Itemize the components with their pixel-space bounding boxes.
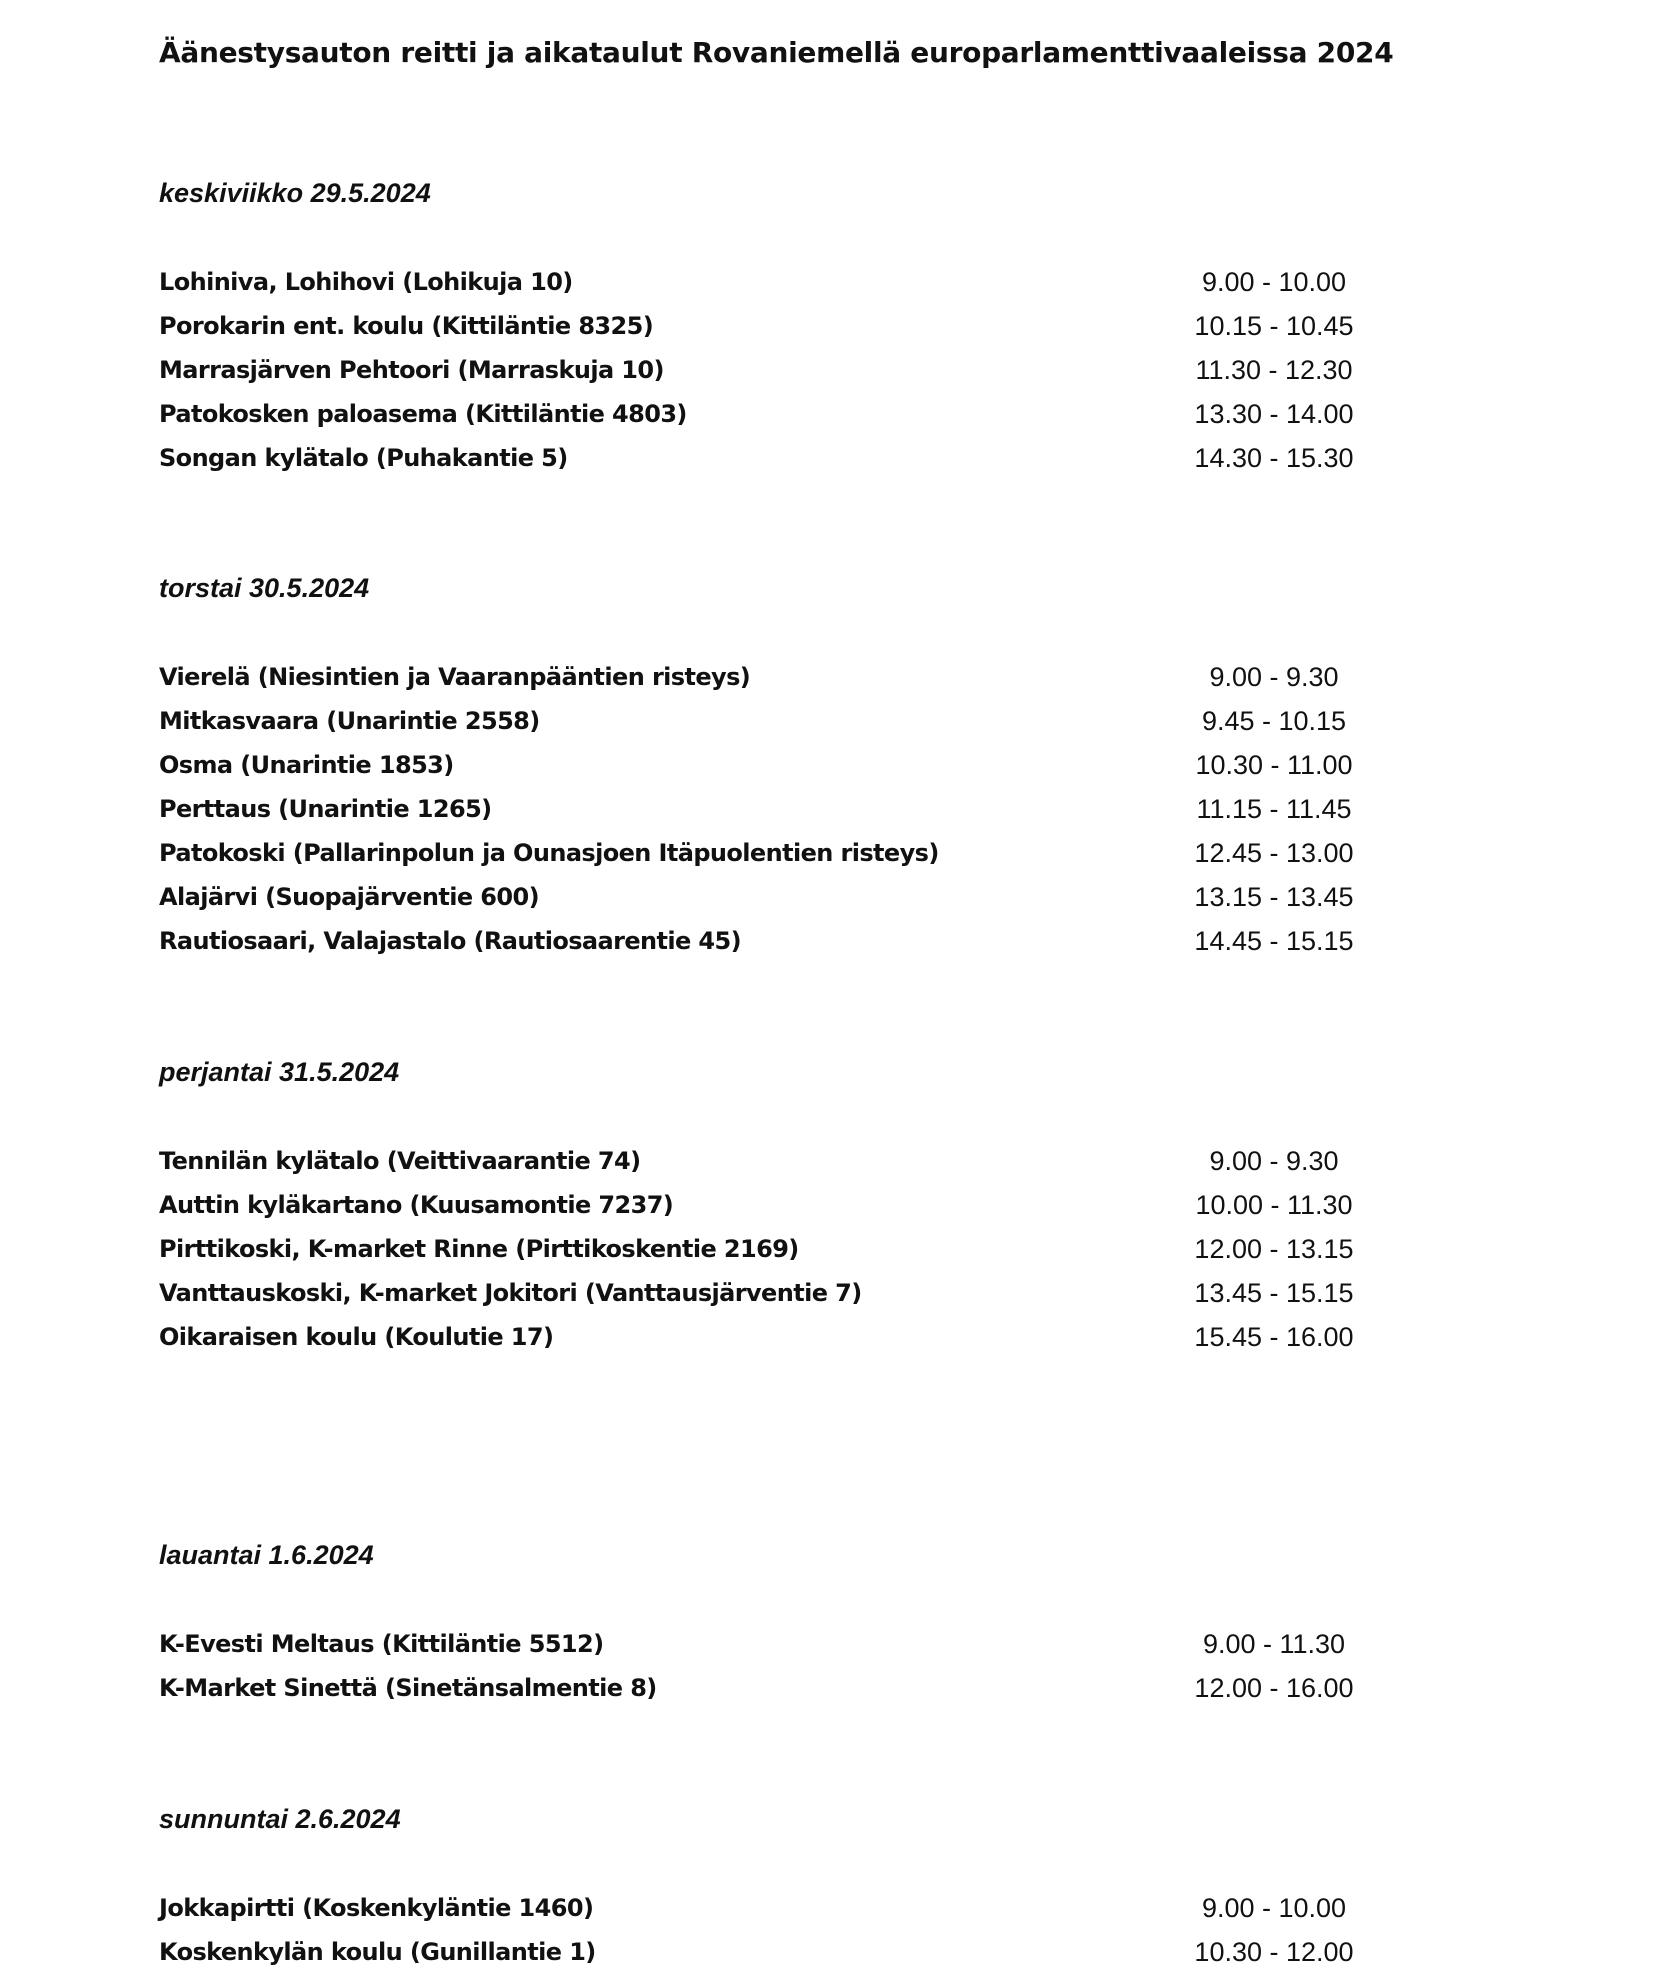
day-section-sunday bbox=[159, 1799, 1359, 1974]
stop-location: Mitkasvaara (Unarintie 2558) bbox=[159, 707, 540, 735]
stop-location: Patokosken paloasema (Kittiläntie 4803) bbox=[159, 400, 687, 428]
day-section-thursday bbox=[159, 568, 1359, 963]
stop-location: K-Market Sinettä (Sinetänsalmentie 8) bbox=[159, 1674, 657, 1702]
stop-row bbox=[159, 1139, 1359, 1183]
stop-list bbox=[159, 655, 1359, 963]
day-heading: lauantai 1.6.2024 bbox=[159, 1540, 374, 1570]
stop-location: Vierelä (Niesintien ja Vaaranpääntien risteys) bbox=[159, 663, 751, 691]
stop-time: 10.15 - 10.45 bbox=[1194, 311, 1354, 341]
stop-list bbox=[159, 1622, 1359, 1710]
day-heading: keskiviikko 29.5.2024 bbox=[159, 178, 431, 208]
stop-time: 9.00 - 9.30 bbox=[1209, 662, 1339, 692]
stop-time: 13.30 - 14.00 bbox=[1194, 399, 1354, 429]
stop-row bbox=[159, 1227, 1359, 1271]
stop-location: Porokarin ent. koulu (Kittiläntie 8325) bbox=[159, 312, 654, 340]
stop-time: 13.45 - 15.15 bbox=[1194, 1278, 1354, 1308]
stop-time: 13.15 - 13.45 bbox=[1194, 882, 1354, 912]
stop-time: 11.30 - 12.30 bbox=[1195, 355, 1353, 385]
stop-time: 11.15 - 11.45 bbox=[1196, 794, 1352, 824]
day-heading: perjantai 31.5.2024 bbox=[159, 1057, 400, 1087]
stop-row bbox=[159, 1666, 1359, 1710]
stop-row bbox=[159, 392, 1359, 436]
stop-row bbox=[159, 348, 1359, 392]
stop-row bbox=[159, 743, 1359, 787]
stop-time: 10.30 - 11.00 bbox=[1195, 750, 1353, 780]
document-title: Äänestysauton reitti ja aikataulut Rovaniemellä europarlamenttivaaleissa 2024 bbox=[159, 36, 1394, 69]
stop-location: Rautiosaari, Valajastalo (Rautiosaarentie 45) bbox=[159, 927, 741, 955]
stop-row bbox=[159, 436, 1359, 480]
stop-time: 15.45 - 16.00 bbox=[1194, 1322, 1354, 1352]
stop-row bbox=[159, 831, 1359, 875]
stop-time: 9.00 - 10.00 bbox=[1201, 267, 1347, 297]
day-section-friday bbox=[159, 1052, 1359, 1359]
stop-time: 9.00 - 10.00 bbox=[1201, 1893, 1347, 1923]
stop-row bbox=[159, 1930, 1359, 1974]
stop-row bbox=[159, 304, 1359, 348]
stop-location: Vanttauskoski, K-market Jokitori (Vanttausjärventie 7) bbox=[159, 1279, 862, 1307]
stop-location: Koskenkylän koulu (Gunillantie 1) bbox=[159, 1938, 596, 1966]
stop-row bbox=[159, 655, 1359, 699]
stop-time: 9.00 - 9.30 bbox=[1209, 1146, 1339, 1176]
stop-location: Patokoski (Pallarinpolun ja Ounasjoen Itäpuolentien risteys) bbox=[159, 839, 939, 867]
stop-time: 10.30 - 12.00 bbox=[1194, 1937, 1354, 1967]
stop-row bbox=[159, 699, 1359, 743]
stop-location: K-Evesti Meltaus (Kittiläntie 5512) bbox=[159, 1630, 604, 1658]
stop-location: Perttaus (Unarintie 1265) bbox=[159, 795, 492, 823]
stop-row bbox=[159, 1183, 1359, 1227]
stop-location: Auttin kyläkartano (Kuusamontie 7237) bbox=[159, 1191, 674, 1219]
stop-location: Marrasjärven Pehtoori (Marraskuja 10) bbox=[159, 356, 664, 384]
stop-location: Tennilän kylätalo (Veittivaarantie 74) bbox=[159, 1147, 641, 1175]
stop-list bbox=[159, 1886, 1359, 1974]
day-section-wednesday bbox=[159, 173, 1359, 480]
stop-time: 12.45 - 13.00 bbox=[1194, 838, 1354, 868]
day-section-saturday bbox=[159, 1535, 1359, 1710]
stop-time: 12.00 - 16.00 bbox=[1194, 1673, 1354, 1703]
stop-row bbox=[159, 1271, 1359, 1315]
stop-time: 14.45 - 15.15 bbox=[1194, 926, 1354, 956]
stop-location: Alajärvi (Suopajärventie 600) bbox=[159, 883, 539, 911]
day-heading: sunnuntai 2.6.2024 bbox=[159, 1804, 401, 1834]
stop-row bbox=[159, 787, 1359, 831]
stop-row bbox=[159, 1622, 1359, 1666]
stop-location: Pirttikoski, K-market Rinne (Pirttikoskentie 2169) bbox=[159, 1235, 799, 1263]
stop-time: 14.30 - 15.30 bbox=[1194, 443, 1354, 473]
day-heading: torstai 30.5.2024 bbox=[159, 573, 370, 603]
stop-row bbox=[159, 260, 1359, 304]
stop-row bbox=[159, 919, 1359, 963]
stop-location: Osma (Unarintie 1853) bbox=[159, 751, 454, 779]
stop-location: Jokkapirtti (Koskenkyläntie 1460) bbox=[159, 1894, 594, 1922]
stop-row bbox=[159, 875, 1359, 919]
stop-time: 12.00 - 13.15 bbox=[1194, 1234, 1354, 1264]
stop-time: 10.00 - 11.30 bbox=[1195, 1190, 1353, 1220]
stop-time: 9.00 - 11.30 bbox=[1202, 1629, 1346, 1659]
stop-list bbox=[159, 1139, 1359, 1359]
stop-list bbox=[159, 260, 1359, 480]
stop-location: Oikaraisen koulu (Koulutie 17) bbox=[159, 1323, 554, 1351]
stop-time: 9.45 - 10.15 bbox=[1201, 706, 1347, 736]
stop-row bbox=[159, 1886, 1359, 1930]
stop-location: Lohiniva, Lohihovi (Lohikuja 10) bbox=[159, 268, 573, 296]
stop-location: Songan kylätalo (Puhakantie 5) bbox=[159, 444, 568, 472]
stop-row bbox=[159, 1315, 1359, 1359]
